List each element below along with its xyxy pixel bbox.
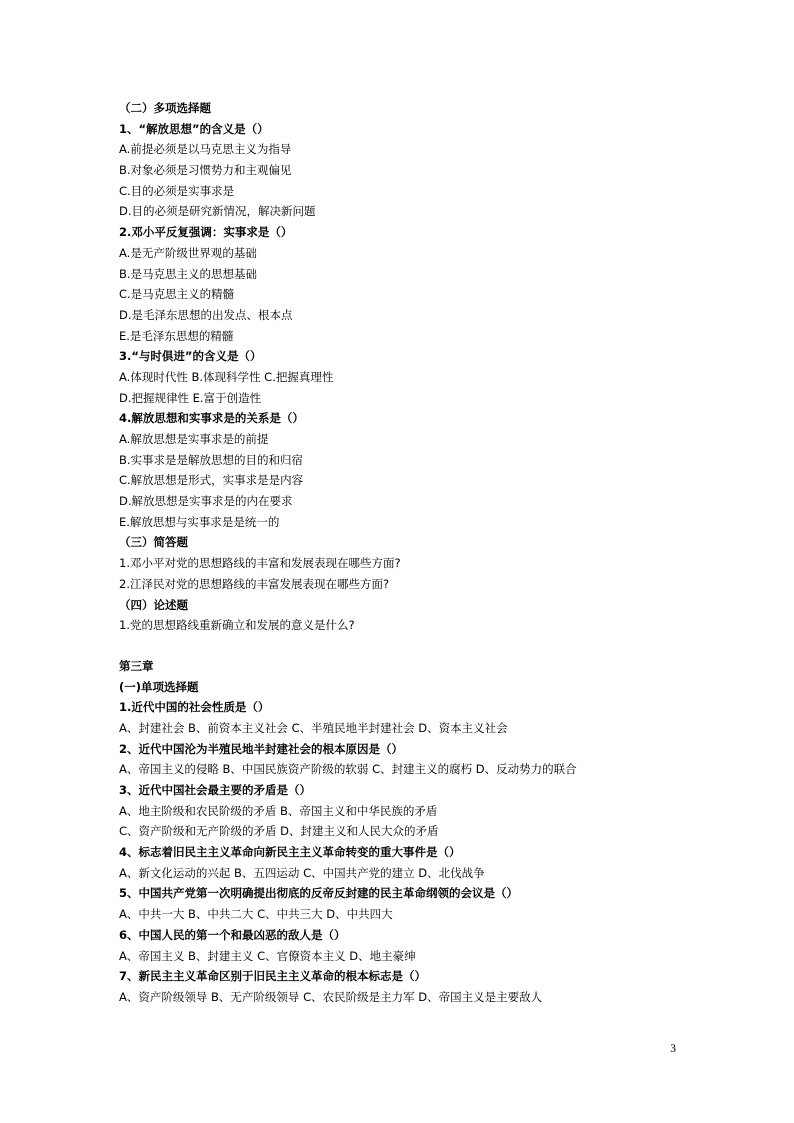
essay-item: 1.党的思想路线重新确立和发展的意义是什么? [119, 618, 355, 633]
question-option: A、新文化运动的兴起 B、五四运动 C、中国共产党的建立 D、北伐战争 [119, 865, 485, 880]
page-number: 3 [670, 1043, 676, 1055]
question-option: A、帝国主义 B、封建主义 C、官僚资本主义 D、地主豪绅 [119, 948, 416, 963]
question-option: A.解放思想是实事求是的前提 [119, 432, 269, 446]
question-option: A、帝国主义的侵略 B、中国民族资产阶级的软弱 C、封建主义的腐朽 D、反动势力的联合 [119, 762, 577, 777]
question-stem: 6、中国人民的第一个和最凶恶的敌人是（） [119, 927, 346, 942]
question-stem: 2、近代中国沦为半殖民地半封建社会的根本原因是（） [119, 741, 403, 756]
question-stem: 1.近代中国的社会性质是（） [119, 700, 270, 715]
question-option: B.对象必须是习惯势力和主观偏见 [119, 163, 292, 178]
question-stem: 3、近代中国社会最主要的矛盾是（） [119, 783, 311, 797]
question-option: D.是毛泽东思想的出发点、根本点 [119, 307, 293, 322]
question-stem: 1、“解放思想”的含义是（） [119, 121, 269, 136]
question-option: E.是毛泽东思想的精髓 [119, 328, 234, 343]
question-stem: 7、新民主主义革命区别于旧民主主义革命的根本标志是（） [119, 969, 426, 984]
question-option: D.目的必须是研究新情况，解决新问题 [119, 204, 316, 219]
question-option: C.目的必须是实事求是 [119, 183, 235, 198]
question-option: D.解放思想是实事求是的内在要求 [119, 494, 293, 509]
short-answer-item: 2.江泽民对党的思想路线的丰富发展表现在哪些方面? [119, 576, 390, 591]
question-option: A.是无产阶级世界观的基础 [119, 245, 257, 260]
question-option: C.是马克思主义的精髓 [119, 287, 235, 302]
section-heading-single-choice: (一)单项选择题 [119, 679, 199, 694]
question-option: B.是马克思主义的思想基础 [119, 266, 258, 281]
question-option: D.把握规律性 E.富于创造性 [119, 390, 262, 405]
question-option: A.体现时代性 B.体现科学性 C.把握真理性 [119, 369, 334, 384]
question-stem: 2.邓小平反复强调：实事求是（） [119, 225, 293, 240]
question-stem: 5、中国共产党第一次明确提出彻底的反帝反封建的民主革命纲领的会议是（） [119, 886, 518, 901]
question-option: A、资产阶级领导 B、无产阶级领导 C、农民阶级是主力军 D、帝国主义是主要敌人 [119, 989, 543, 1004]
question-option: C.解放思想是形式，实事求是是内容 [119, 473, 304, 488]
section-heading-essay: （四）论述题 [119, 597, 188, 612]
question-option: A、地主阶级和农民阶级的矛盾 B、帝国主义和中华民族的矛盾 [119, 803, 438, 818]
question-stem: 4、标志着旧民主主义革命向新民主主义革命转变的重大事件是（） [119, 845, 461, 860]
question-option: E.解放思想与实事求是是统一的 [119, 514, 280, 529]
short-answer-item: 1.邓小平对党的思想路线的丰富和发展表现在哪些方面? [119, 556, 401, 571]
question-option: A、中共一大 B、中共二大 C、中共三大 D、中共四大 [119, 907, 393, 922]
chapter-spacer [119, 636, 679, 656]
question-option: C、资产阶级和无产阶级的矛盾 D、封建主义和人民大众的矛盾 [119, 824, 439, 839]
question-stem: 4.解放思想和实事求是的关系是（） [119, 411, 304, 426]
question-stem: 3.“与时俱进”的含义是（） [119, 349, 262, 364]
page-content [119, 98, 679, 1008]
section-heading-short-answer: （三）简答题 [119, 535, 188, 550]
question-option: A.前提必须是以马克思主义为指导 [119, 142, 292, 157]
question-option: B.实事求是是解放思想的目的和归宿 [119, 452, 304, 467]
chapter-title: 第三章 [119, 658, 154, 673]
question-option: A、封建社会 B、前资本主义社会 C、半殖民地半封建社会 D、资本主义社会 [119, 720, 508, 735]
section-heading-multiple-choice: （二）多项选择题 [119, 101, 211, 115]
